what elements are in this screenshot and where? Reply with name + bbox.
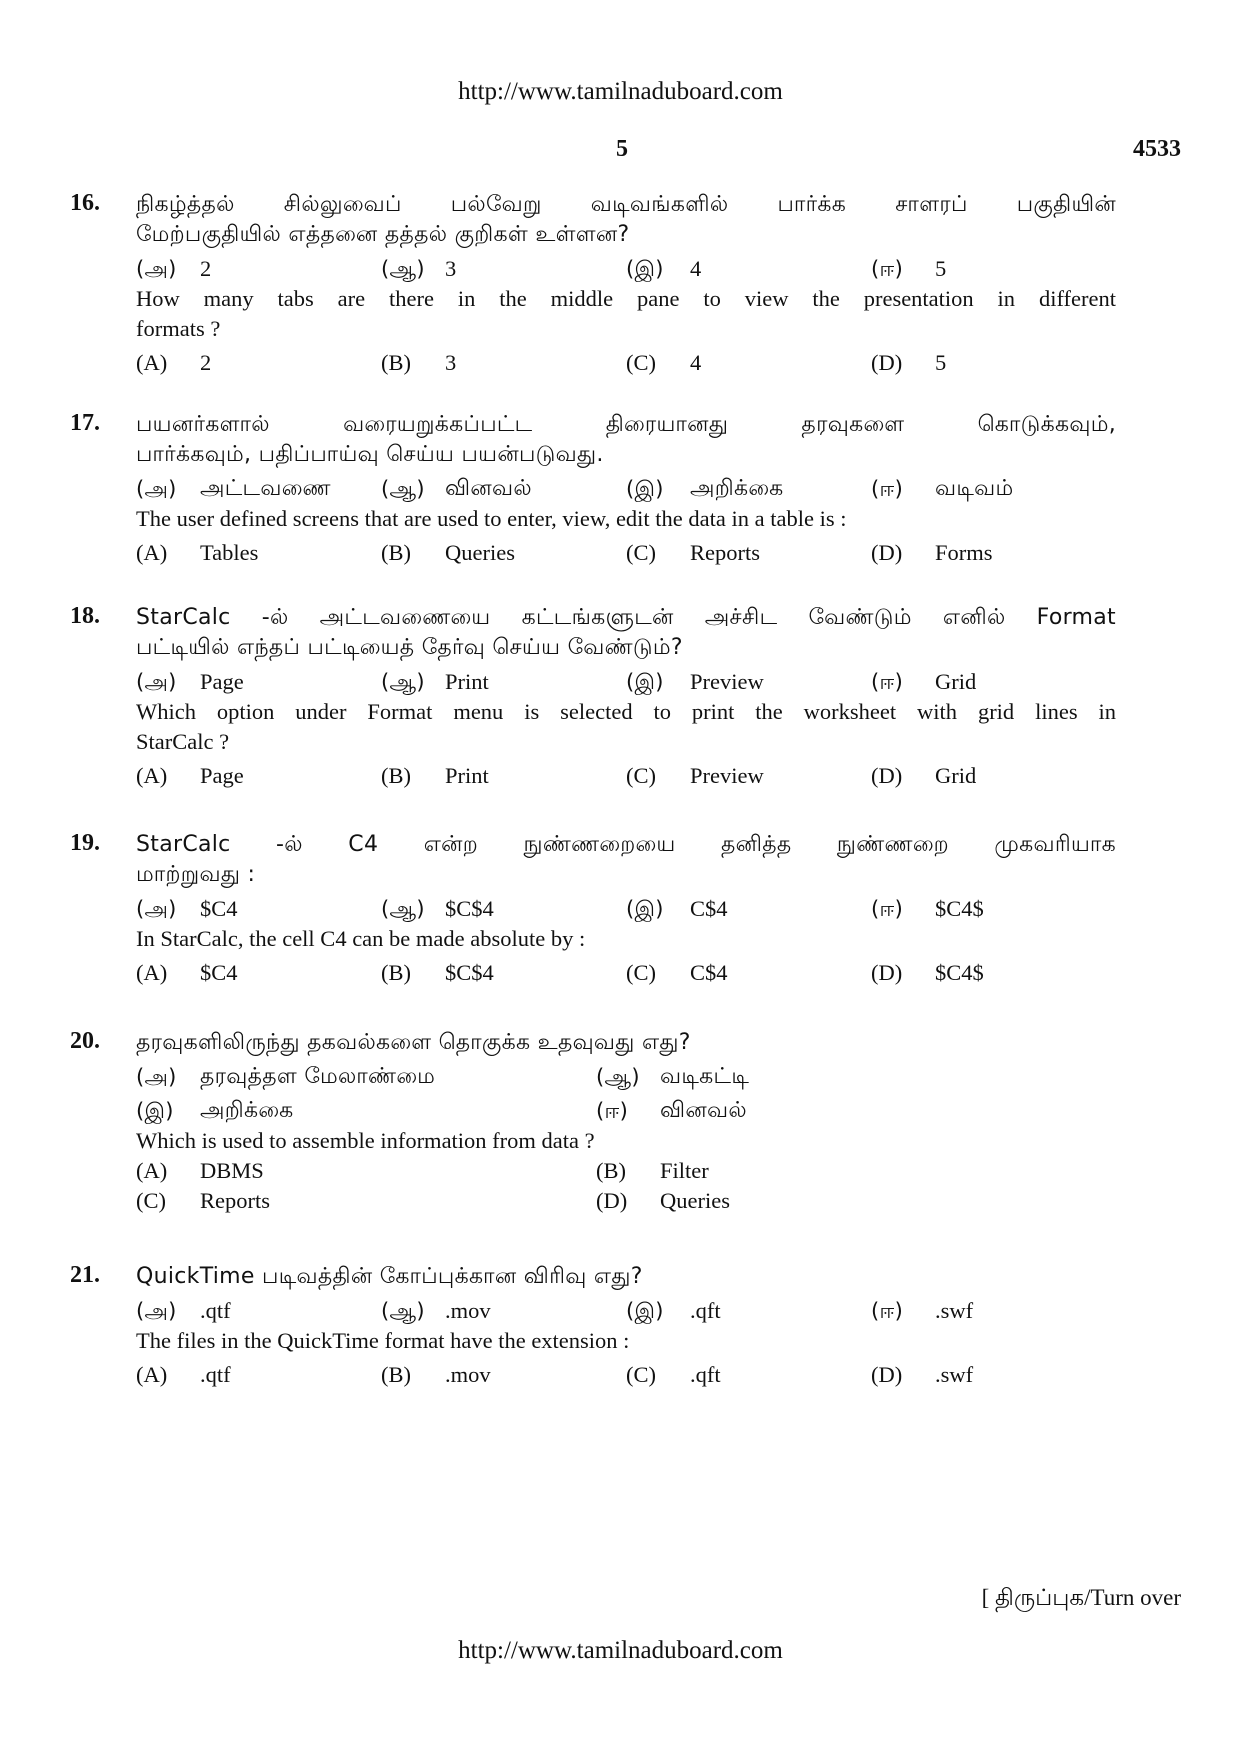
option-text: 2 [200, 256, 212, 281]
option-a [136, 1296, 381, 1326]
english-options-row-1 [136, 1156, 1116, 1186]
option-text: வடிகட்டி [660, 1064, 750, 1089]
option-d [871, 1360, 1116, 1390]
tamil-question-line: QuickTime படிவத்தின் கோப்புக்கான விரிவு எது? [136, 1264, 643, 1289]
option-text: Grid [935, 763, 977, 788]
tamil-options-row-2 [136, 1096, 1116, 1126]
option-text: அட்டவணை [200, 476, 331, 501]
option-text: வடிவம் [935, 476, 1014, 501]
english-question-line: How many tabs are there in the middle pane to view the presentation in different [136, 286, 1116, 311]
tamil-question-line: பட்டியில் எந்தப் பட்டியைத் தேர்வு செய்ய வேண்டும்? [136, 635, 683, 660]
option-label: (ஆ) [381, 477, 425, 501]
option-b [381, 538, 626, 568]
option-a [136, 1062, 596, 1092]
english-options [136, 958, 1116, 988]
option-d [871, 958, 1116, 988]
option-label: (B) [381, 540, 411, 565]
option-d [871, 538, 1116, 568]
option-text: 3 [445, 350, 457, 375]
english-question-line: The user defined screens that are used to enter, view, edit the data in a table is : [136, 506, 847, 531]
paper-code: 4533 [1133, 136, 1181, 162]
option-a [136, 1156, 596, 1186]
option-text: Grid [935, 669, 977, 694]
english-question-line: In StarCalc, the cell C4 can be made absolute by : [136, 926, 586, 951]
option-text: $C4$ [935, 896, 984, 921]
english-question-line: Which is used to assemble information from data ? [136, 1128, 595, 1153]
option-text: Queries [660, 1188, 730, 1213]
option-label: (D) [596, 1188, 628, 1213]
option-label: (ஈ) [871, 477, 904, 501]
option-text: C$4 [690, 896, 728, 921]
header-url: http://www.tamilnaduboard.com [458, 78, 783, 105]
option-d [871, 1296, 1116, 1326]
tamil-question-line: தரவுகளிலிருந்து தகவல்களை தொகுக்க உதவுவது எது? [136, 1030, 691, 1055]
option-label: (இ) [626, 1299, 664, 1323]
option-label: (ஈ) [871, 257, 904, 281]
question-16 [70, 190, 1120, 378]
option-label: (C) [626, 1362, 656, 1387]
tamil-question-line: பயனர்களால் வரையறுக்கப்பட்ட திரையானது தரவுகளை கொடுக்கவும், [136, 412, 1116, 437]
option-label: (ஆ) [381, 257, 425, 281]
option-a [136, 894, 381, 924]
option-a [136, 761, 381, 791]
english-options [136, 761, 1116, 791]
question-number: 17. [70, 410, 100, 436]
tamil-question-line: நிகழ்த்தல் சில்லுவைப் பல்வேறு வடிவங்களில் பார்க்க சாளரப் பகுதியின் [136, 192, 1116, 217]
option-label: (ஈ) [596, 1099, 629, 1123]
option-text: 2 [200, 350, 212, 375]
option-b [596, 1156, 1056, 1186]
option-text: Tables [200, 540, 259, 565]
option-label: (D) [871, 960, 903, 985]
option-text: $C4$ [935, 960, 984, 985]
english-question-line: StarCalc ? [136, 729, 230, 754]
option-label: (அ) [136, 257, 177, 281]
option-label: (B) [381, 763, 411, 788]
question-20 [70, 1028, 1120, 1216]
tamil-options [136, 894, 1116, 924]
tamil-question-line: மேற்பகுதியில் எத்தனை தத்தல் குறிகள் உள்ளன? [136, 222, 630, 247]
tamil-question-line: மாற்றுவது : [136, 862, 256, 887]
english-question-line: Which option under Format menu is selected to print the worksheet with grid lines in [136, 699, 1116, 724]
option-text: .qtf [200, 1298, 231, 1323]
question-17 [70, 410, 1120, 568]
option-label: (அ) [136, 1299, 177, 1323]
option-text: $C$4 [445, 896, 494, 921]
turn-over-note: [ திருப்புக/Turn over [981, 1585, 1181, 1610]
option-label: (C) [626, 960, 656, 985]
option-label: (அ) [136, 897, 177, 921]
option-label: (B) [381, 960, 411, 985]
option-label: (D) [871, 1362, 903, 1387]
option-label: (A) [136, 350, 168, 375]
option-label: (ஆ) [596, 1065, 640, 1089]
option-text: .swf [935, 1298, 974, 1323]
option-c [626, 667, 871, 697]
option-a [136, 254, 381, 284]
option-a [136, 667, 381, 697]
option-label: (ஈ) [871, 897, 904, 921]
option-c [136, 1096, 596, 1126]
option-label: (C) [626, 763, 656, 788]
option-text: Page [200, 669, 244, 694]
english-options [136, 538, 1116, 568]
option-a [136, 348, 381, 378]
option-text: .mov [445, 1362, 491, 1387]
option-d [596, 1186, 1056, 1216]
option-text: 5 [935, 350, 947, 375]
option-text: .mov [445, 1298, 491, 1323]
option-label: (ஆ) [381, 1299, 425, 1323]
option-label: (ஆ) [381, 897, 425, 921]
option-text: Preview [690, 669, 764, 694]
option-b [381, 348, 626, 378]
option-label: (ஈ) [871, 670, 904, 694]
option-label: (C) [626, 350, 656, 375]
option-label: (A) [136, 763, 168, 788]
option-d [871, 761, 1116, 791]
option-label: (அ) [136, 670, 177, 694]
option-b [381, 667, 626, 697]
option-label: (B) [596, 1158, 626, 1183]
option-label: (C) [626, 540, 656, 565]
tamil-options [136, 667, 1116, 697]
option-label: (A) [136, 1362, 168, 1387]
option-b [381, 1296, 626, 1326]
option-label: (C) [136, 1188, 166, 1213]
option-text: Filter [660, 1158, 709, 1183]
tamil-options [136, 474, 1116, 504]
option-a [136, 538, 381, 568]
option-text: Queries [445, 540, 515, 565]
option-text: 5 [935, 256, 947, 281]
option-text: $C4 [200, 896, 238, 921]
tamil-question-line: பார்க்கவும், பதிப்பாய்வு செய்ய பயன்படுவது. [136, 442, 604, 467]
question-number: 21. [70, 1262, 100, 1288]
english-options-row-2 [136, 1186, 1116, 1216]
option-b [381, 254, 626, 284]
english-options [136, 1360, 1116, 1390]
english-options [136, 348, 1116, 378]
option-text: Print [445, 669, 489, 694]
question-number: 18. [70, 603, 100, 629]
option-text: .swf [935, 1362, 974, 1387]
option-c [626, 474, 871, 504]
option-c [626, 348, 871, 378]
option-d [871, 474, 1116, 504]
option-text: .qft [690, 1298, 721, 1323]
option-c [626, 958, 871, 988]
option-text: Reports [690, 540, 760, 565]
question-19 [70, 830, 1120, 988]
option-text: 4 [690, 350, 702, 375]
option-b [381, 761, 626, 791]
option-text: அறிக்கை [200, 1098, 294, 1123]
option-label: (A) [136, 1158, 168, 1183]
option-label: (D) [871, 350, 903, 375]
option-text: .qtf [200, 1362, 231, 1387]
english-question-line: formats ? [136, 316, 221, 341]
option-text: வினவல் [445, 476, 532, 501]
option-c [626, 254, 871, 284]
option-text: Preview [690, 763, 764, 788]
option-label: (இ) [626, 897, 664, 921]
option-label: (A) [136, 960, 168, 985]
option-a [136, 474, 381, 504]
question-number: 19. [70, 830, 100, 856]
option-text: Print [445, 763, 489, 788]
option-label: (D) [871, 763, 903, 788]
option-d [871, 894, 1116, 924]
option-text: $C$4 [445, 960, 494, 985]
option-text: 4 [690, 256, 702, 281]
footer-url: http://www.tamilnaduboard.com [458, 1637, 783, 1664]
option-c [136, 1186, 596, 1216]
tamil-options [136, 254, 1116, 284]
question-number: 20. [70, 1028, 100, 1054]
option-a [136, 1360, 381, 1390]
option-text: அறிக்கை [690, 476, 784, 501]
option-label: (இ) [626, 477, 664, 501]
option-c [626, 1296, 871, 1326]
option-b [381, 894, 626, 924]
option-b [381, 1360, 626, 1390]
option-c [626, 761, 871, 791]
option-text: DBMS [200, 1158, 264, 1183]
option-c [626, 894, 871, 924]
option-c [626, 538, 871, 568]
option-text: 3 [445, 256, 457, 281]
option-text: தரவுத்தள மேலாண்மை [200, 1064, 436, 1089]
option-d [871, 348, 1116, 378]
option-label: (இ) [626, 257, 664, 281]
option-text: C$4 [690, 960, 728, 985]
option-label: (B) [381, 1362, 411, 1387]
option-text: வினவல் [660, 1098, 747, 1123]
option-label: (இ) [136, 1099, 174, 1123]
option-text: Reports [200, 1188, 270, 1213]
option-b [381, 474, 626, 504]
option-d [596, 1096, 1056, 1126]
option-b [381, 958, 626, 988]
option-label: (ஆ) [381, 670, 425, 694]
english-question-line: The files in the QuickTime format have the extension : [136, 1328, 630, 1353]
option-b [596, 1062, 1056, 1092]
tamil-question-line: StarCalc -ல் C4 என்ற நுண்ணறையை தனித்த நுண்ணறை முகவரியாக [136, 832, 1116, 857]
option-label: (D) [871, 540, 903, 565]
option-label: (ஈ) [871, 1299, 904, 1323]
option-d [871, 254, 1116, 284]
option-c [626, 1360, 871, 1390]
option-text: .qft [690, 1362, 721, 1387]
option-label: (இ) [626, 670, 664, 694]
option-d [871, 667, 1116, 697]
tamil-options-row-1 [136, 1062, 1116, 1092]
option-label: (B) [381, 350, 411, 375]
tamil-options [136, 1296, 1116, 1326]
option-label: (A) [136, 540, 168, 565]
option-text: Page [200, 763, 244, 788]
option-a [136, 958, 381, 988]
option-label: (அ) [136, 1065, 177, 1089]
question-21 [70, 1262, 1120, 1390]
option-text: $C4 [200, 960, 238, 985]
page-number: 5 [616, 136, 628, 162]
option-label: (அ) [136, 477, 177, 501]
tamil-question-line: StarCalc -ல் அட்டவணையை கட்டங்களுடன் அச்சிட வேண்டும் எனில் Format [136, 605, 1116, 630]
question-number: 16. [70, 190, 100, 216]
option-text: Forms [935, 540, 993, 565]
question-18 [70, 603, 1120, 791]
